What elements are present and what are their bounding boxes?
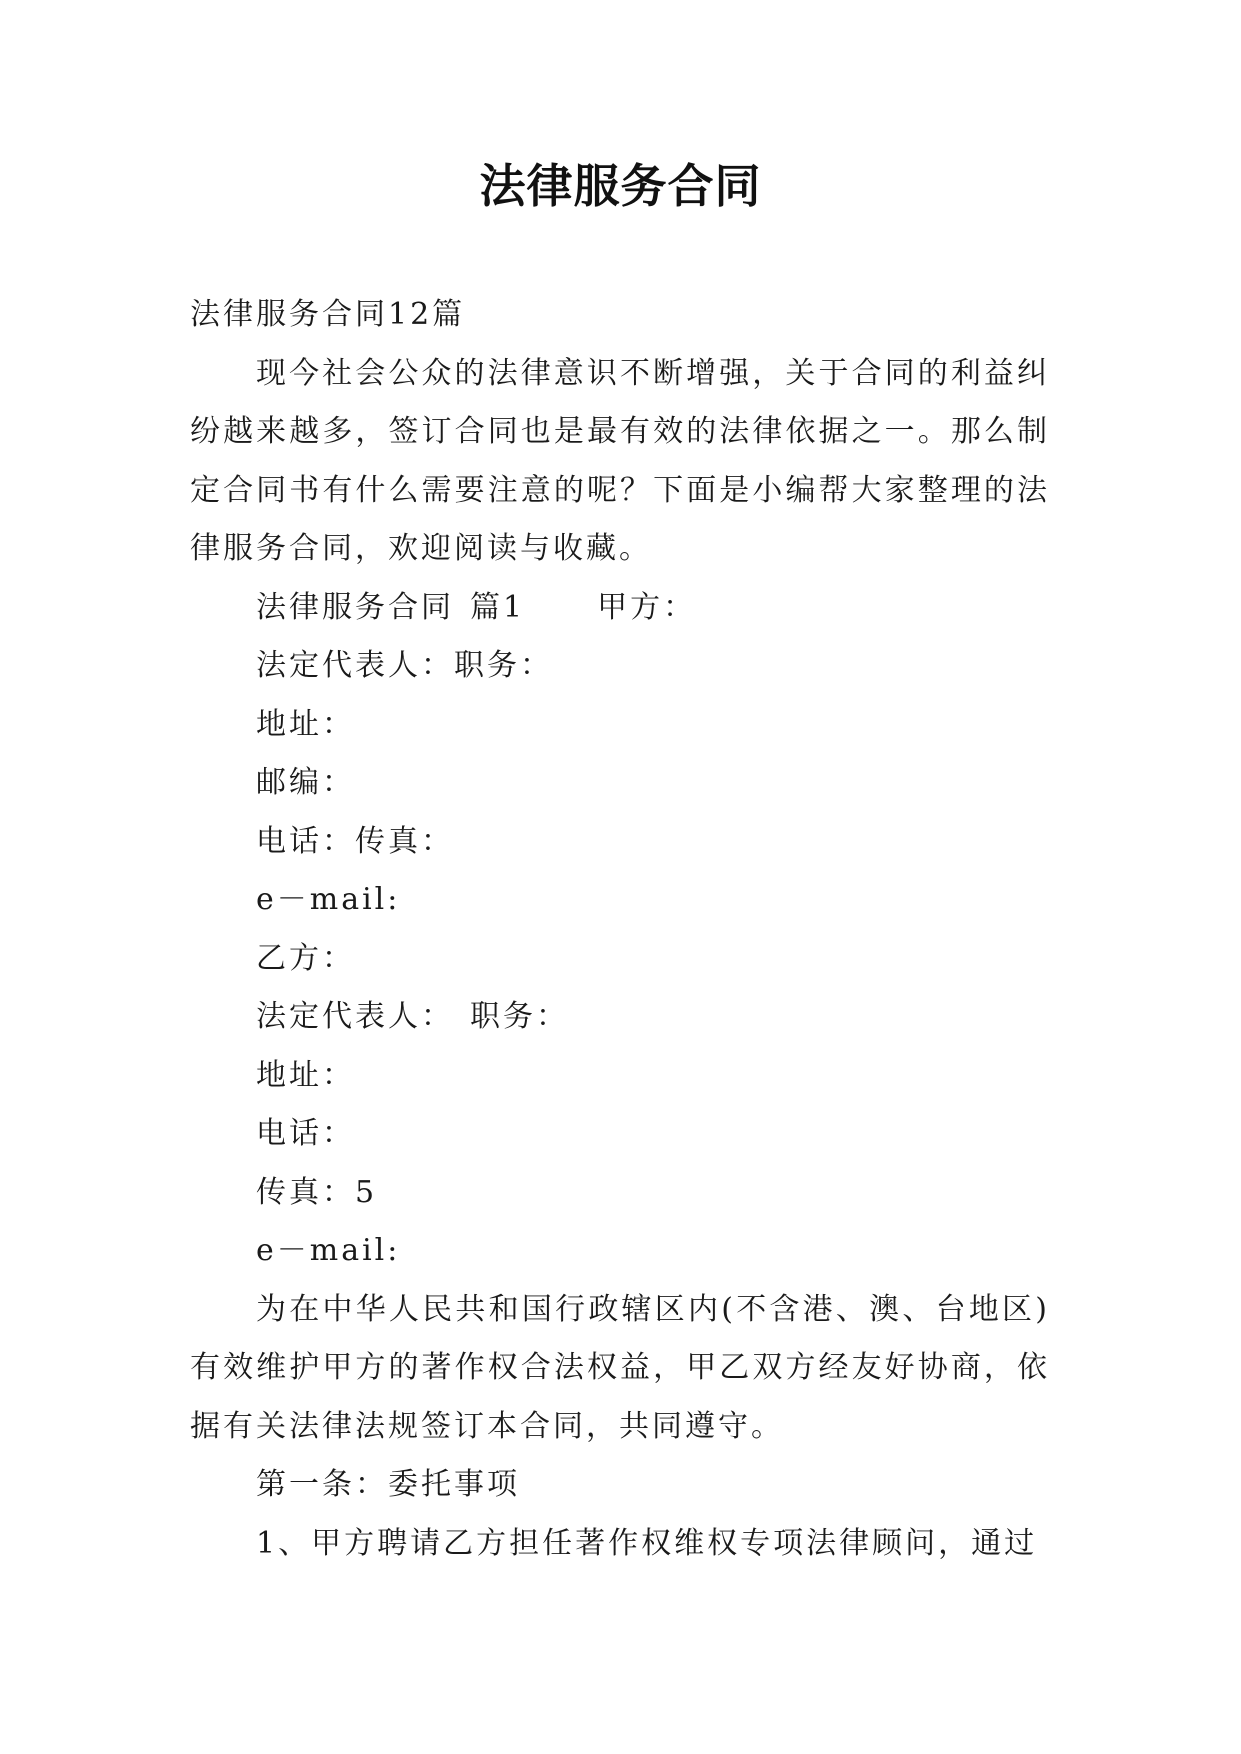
article1-heading: 第一条：委托事项	[256, 1467, 520, 1502]
party-a-address: 地址：	[256, 706, 355, 742]
party-b-rep-label: 法定代表人：	[256, 999, 454, 1034]
party-a-email: e－mail:	[256, 882, 401, 917]
party-a-label: 甲方：	[597, 589, 697, 625]
party-b-position-label: 职务：	[470, 999, 569, 1034]
article1-item1: 1、甲方聘请乙方担任著作权维权专项法律顾问，通过	[256, 1525, 1038, 1561]
party-b-rep	[190, 988, 1050, 1047]
party-a-phone-fax: 电话：传真：	[256, 823, 454, 859]
party-a-rep: 法定代表人：职务：	[256, 648, 553, 683]
party-b-fax: 传真：5	[256, 1174, 378, 1210]
subtitle: 法律服务合同12篇	[190, 297, 466, 332]
document-body	[190, 286, 1050, 1573]
section-name: 法律服务合同	[256, 589, 454, 625]
party-b-phone: 电话：	[256, 1116, 355, 1151]
party-b-address: 地址：	[256, 1057, 355, 1093]
purpose-paragraph: 为在中华人民共和国行政辖区内(不含港、澳、台地区)有效维护甲方的著作权合法权益，甲乙双方经友好协商，依据有关法律法规签订本合同，共同遵守。	[190, 1291, 1050, 1444]
party-b-email: e－mail:	[256, 1233, 401, 1268]
intro-paragraph: 现今社会公众的法律意识不断增强，关于合同的利益纠纷越来越多，签订合同也是最有效的法律依据之一。那么制定合同书有什么需要注意的呢？下面是小编帮大家整理的法律服务合同，欢迎阅读与收藏。	[190, 355, 1050, 566]
document-title: 法律服务合同	[479, 159, 762, 213]
section-number: 篇1	[470, 589, 526, 625]
party-b-label: 乙方：	[256, 940, 355, 976]
section-heading	[190, 579, 1050, 638]
party-a-postcode: 邮编：	[256, 765, 355, 800]
